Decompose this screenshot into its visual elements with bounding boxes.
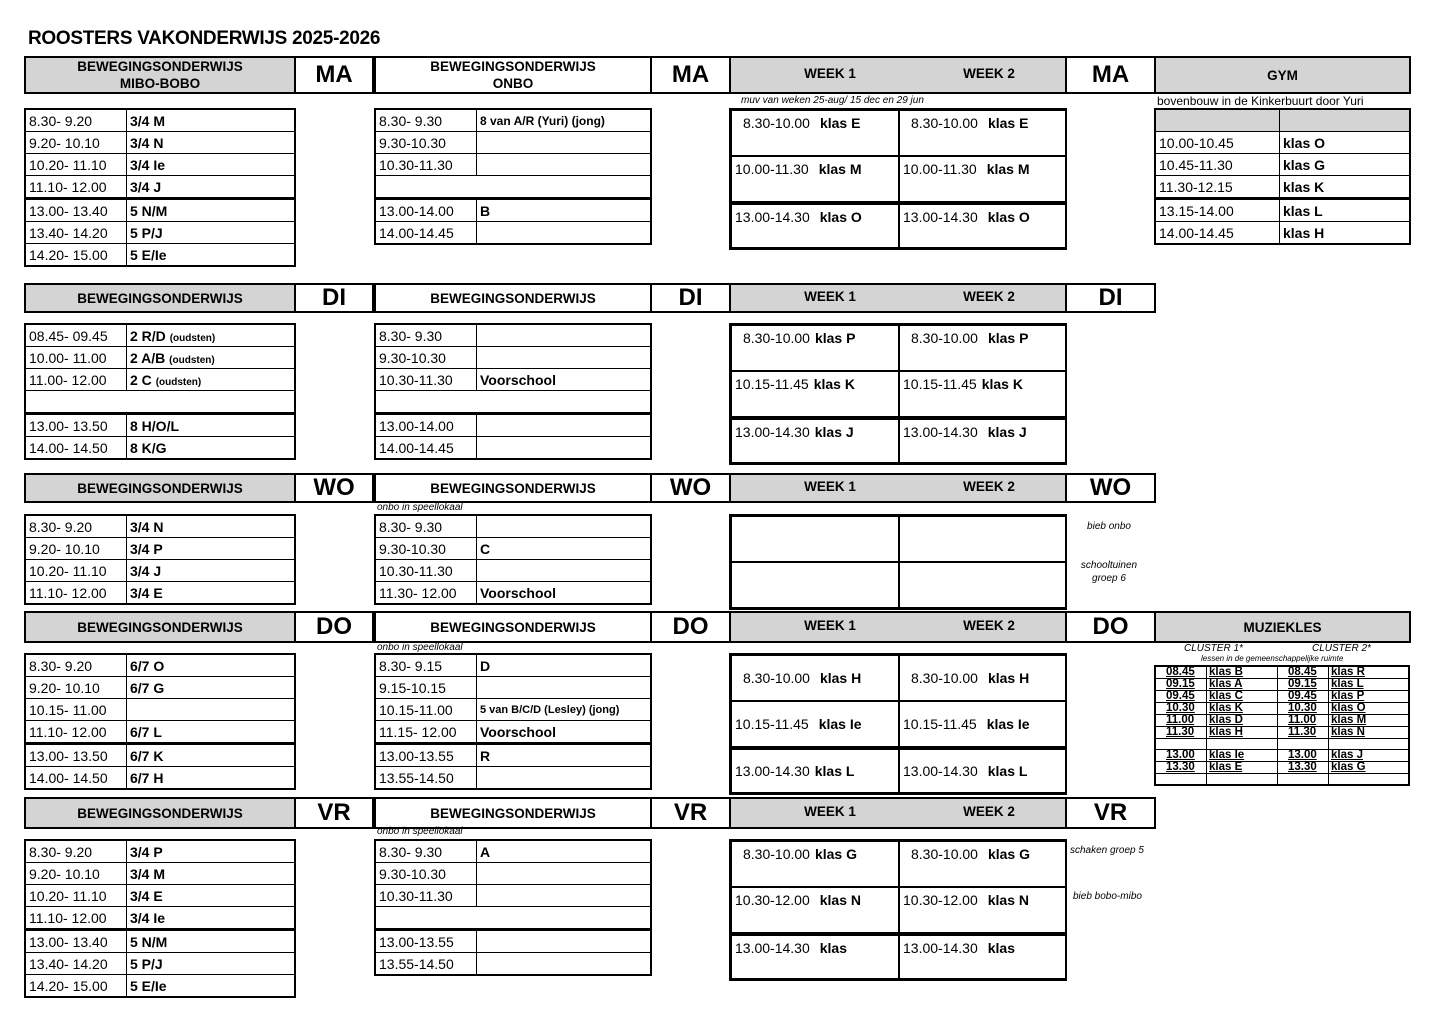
header-bewegingsonderwijs: BEWEGINGSONDERWIJS: [24, 283, 296, 313]
cluster1-label: CLUSTER 1*: [1184, 643, 1243, 654]
week-cell: 8.30-10.00 klas E: [731, 110, 899, 156]
table-row: 10.20- 11.10 3/4 E: [25, 885, 295, 907]
day-label-di: DI: [294, 283, 374, 313]
header-bewegingsonderwijs: BEWEGINGSONDERWIJS: [24, 473, 296, 503]
vr-onbo-table: [374, 839, 652, 976]
table-row: 8.30- 9.20 3/4 M: [25, 109, 295, 132]
day-label-vr: VR: [294, 797, 374, 829]
table-row: 8.30- 9.30 A: [375, 840, 651, 863]
day-label-ma: MA: [1065, 56, 1156, 94]
table-row: 13.00- 13.40 5 N/M: [25, 930, 295, 953]
week-cell: [899, 562, 1067, 608]
day-label-wo: WO: [650, 473, 731, 503]
header-muziekles: MUZIEKLES: [1154, 611, 1411, 643]
ma-mibo-table: [24, 108, 296, 267]
day-label-do: DO: [1065, 611, 1156, 643]
week-cell: 13.00-14.30 klas: [899, 933, 1067, 979]
do-bew-table: [24, 653, 296, 790]
week-cell: 8.30-10.00 klas H: [899, 655, 1067, 701]
table-row: 8.30- 9.15 D: [375, 654, 651, 677]
header-bewegingsonderwijs: BEWEGINGSONDERWIJS: [24, 797, 296, 829]
di-week-grid: [729, 323, 1067, 465]
table-row: 10.15-11.00 5 van B/C/D (Lesley) (jong): [375, 699, 651, 721]
table-row: 11.15- 12.00 Voorschool: [375, 721, 651, 744]
table-row: 10.30-11.30: [375, 885, 651, 907]
week2-label: WEEK 2: [963, 479, 1015, 494]
week-cell: 8.30-10.00 klas P: [731, 325, 899, 371]
do-week-grid: [729, 653, 1067, 795]
week-cell: 13.00-14.30 klas J: [731, 417, 899, 463]
day-label-vr: VR: [650, 797, 731, 829]
table-row: 10.00- 11.00 2 A/B (oudsten): [25, 347, 295, 369]
table-row: 10.45-11.30 klas G: [1155, 154, 1410, 176]
header-bewegingsonderwijs: BEWEGINGSONDERWIJS: [24, 611, 296, 643]
table-row: 11.10- 12.00 3/4 J: [25, 176, 295, 199]
schaken-note: schaken groep 5: [1070, 845, 1144, 856]
day-label-vr: VR: [1065, 797, 1156, 829]
table-row: 13.00- 13.50 6/7 K: [25, 744, 295, 767]
week2-label: WEEK 2: [963, 289, 1015, 304]
table-row: 14.00-14.45 klas H: [1155, 222, 1410, 245]
week-cell: 8.30-10.00 klas P: [899, 325, 1067, 371]
di-bew-table: [24, 323, 296, 460]
table-row: 9.20- 10.10 3/4 N: [25, 132, 295, 154]
table-row: 10.30-11.30 Voorschool: [375, 369, 651, 391]
table-row: 10.30 klas K 10.30 klas O: [1155, 703, 1409, 715]
table-row: 9.20- 10.10 3/4 M: [25, 863, 295, 885]
onbo-speellokaal-note: onbo in speellokaal: [377, 642, 463, 653]
weeks-exception-note: muv van weken 25-aug/ 15 dec en 29 jun: [741, 95, 924, 106]
table-row: 13.00- 13.40 5 N/M: [25, 199, 295, 222]
page-title: ROOSTERS VAKONDERWIJS 2025-2026: [28, 28, 381, 49]
table-row: 14.20- 15.00 5 E/Ie: [25, 975, 295, 998]
table-row: 11.30 klas H 11.30 klas N: [1155, 727, 1409, 739]
week-cell: 10.30-12.00 klas N: [731, 887, 899, 933]
table-row: 13.15-14.00 klas L: [1155, 199, 1410, 222]
table-row: 9.30-10.30: [375, 863, 651, 885]
week1-label: WEEK 1: [804, 618, 856, 633]
table-row: [375, 391, 651, 414]
table-row: 08.45- 09.45 2 R/D (oudsten): [25, 324, 295, 347]
table-row: 13.00-13.55 R: [375, 744, 651, 767]
week1-label: WEEK 1: [804, 804, 856, 819]
schooltuinen-note: schooltuinen groep 6: [1080, 560, 1138, 584]
week-cell: 10.15-11.45 klas K: [899, 371, 1067, 417]
table-row: 8.30- 9.20 3/4 N: [25, 515, 295, 538]
week-cell: 13.00-14.30 klas O: [899, 202, 1067, 248]
table-row: [1155, 739, 1409, 750]
day-label-di: DI: [1065, 283, 1156, 313]
table-row: 14.20- 15.00 5 E/Ie: [25, 244, 295, 267]
table-row: 9.30-10.30: [375, 347, 651, 369]
header-onbo: BEWEGINGSONDERWIJS ONBO: [374, 56, 652, 94]
week1-label: WEEK 1: [804, 66, 856, 81]
muziekles-table: [1154, 665, 1410, 786]
table-row: 10.00-10.45 klas O: [1155, 132, 1410, 154]
table-row: 13.00-14.00 B: [375, 199, 651, 222]
table-row: 14.00- 14.50 8 K/G: [25, 437, 295, 460]
table-row: 13.55-14.50: [375, 953, 651, 976]
bieb-bobo-mibo-note: bieb bobo-mibo: [1073, 891, 1142, 902]
week-cell: 13.00-14.30 klas L: [899, 747, 1067, 793]
week-cell: 13.00-14.30 klas J: [899, 417, 1067, 463]
day-label-do: DO: [650, 611, 731, 643]
week-cell: 10.15-11.45 klas Ie: [899, 701, 1067, 747]
table-row: 11.10- 12.00 3/4 E: [25, 582, 295, 605]
day-label-ma: MA: [294, 56, 374, 94]
table-row: 11.00 klas D 11.00 klas M: [1155, 715, 1409, 727]
table-row: 14.00- 14.50 6/7 H: [25, 767, 295, 790]
table-row: 9.30-10.30: [375, 132, 651, 154]
week-cell: 8.30-10.00 klas G: [731, 841, 899, 887]
week-cell: 10.15-11.45 klas K: [731, 371, 899, 417]
week-cell: 10.00-11.30 klas M: [899, 156, 1067, 202]
week-cell: 8.30-10.00 klas E: [899, 110, 1067, 156]
week-cell: [899, 516, 1067, 562]
week2-label: WEEK 2: [963, 804, 1015, 819]
week-cell: 8.30-10.00 klas G: [899, 841, 1067, 887]
ma-onbo-table: [374, 108, 652, 245]
table-row: 8.30- 9.20 3/4 P: [25, 840, 295, 863]
day-label-di: DI: [650, 283, 731, 313]
day-label-wo: WO: [294, 473, 374, 503]
ma-gym-table: [1154, 108, 1411, 245]
table-row: 10.30-11.30: [375, 154, 651, 176]
week-cell: 13.00-14.30 klas L: [731, 747, 899, 793]
week-cell: [731, 516, 899, 562]
table-row: [1155, 109, 1410, 132]
table-row: 8.30- 9.30: [375, 515, 651, 538]
table-row: 9.20- 10.10 3/4 P: [25, 538, 295, 560]
gemeenschappelijke-ruimte-note: lessen in de gemeenschappelijke ruimte: [1201, 654, 1344, 663]
week-cell: 13.00-14.30 klas O: [731, 202, 899, 248]
day-label-ma: MA: [650, 56, 731, 94]
week-cell: 10.00-11.30 klas M: [731, 156, 899, 202]
day-label-do: DO: [294, 611, 374, 643]
week1-label: WEEK 1: [804, 479, 856, 494]
table-row: 13.00-13.55: [375, 930, 651, 953]
table-row: 9.15-10.15: [375, 677, 651, 699]
onbo-speellokaal-note: onbo in speellokaal: [377, 502, 463, 513]
vr-week-grid: [729, 839, 1067, 981]
table-row: [375, 176, 651, 199]
table-row: [25, 391, 295, 414]
wo-onbo-table: [374, 514, 652, 605]
di-onbo-table: [374, 323, 652, 460]
table-row: [375, 907, 651, 930]
table-row: 13.40- 14.20 5 P/J: [25, 222, 295, 244]
table-row: 13.30 klas E 13.30 klas G: [1155, 762, 1409, 774]
table-row: 13.00 klas Ie 13.00 klas J: [1155, 750, 1409, 762]
day-label-wo: WO: [1065, 473, 1156, 503]
week-cell: [731, 562, 899, 608]
header-bewegingsonderwijs-onbo: BEWEGINGSONDERWIJS: [374, 473, 652, 503]
table-row: 10.20- 11.10 3/4 J: [25, 560, 295, 582]
header-bewegingsonderwijs-onbo: BEWEGINGSONDERWIJS: [374, 283, 652, 313]
table-row: 11.10- 12.00 3/4 Ie: [25, 907, 295, 930]
table-row: 8.30- 9.30: [375, 324, 651, 347]
week-cell: 13.00-14.30 klas: [731, 933, 899, 979]
table-row: [1155, 774, 1409, 786]
week-cell: 8.30-10.00 klas H: [731, 655, 899, 701]
week-cell: 10.15-11.45 klas Ie: [731, 701, 899, 747]
table-row: 9.30-10.30 C: [375, 538, 651, 560]
table-row: 11.30-12.15 klas K: [1155, 176, 1410, 199]
table-row: 11.30- 12.00 Voorschool: [375, 582, 651, 605]
do-onbo-table: [374, 653, 652, 790]
header-bewegingsonderwijs-onbo: BEWEGINGSONDERWIJS: [374, 611, 652, 643]
table-row: 10.30-11.30: [375, 560, 651, 582]
table-row: 11.10- 12.00 6/7 L: [25, 721, 295, 744]
table-row: 13.55-14.50: [375, 767, 651, 790]
table-row: 8.30- 9.30 8 van A/R (Yuri) (jong): [375, 109, 651, 132]
wo-bew-table: [24, 514, 296, 605]
bieb-onbo-note: bieb onbo: [1087, 521, 1131, 532]
table-row: 14.00-14.45: [375, 222, 651, 245]
gym-note: bovenbouw in de Kinkerbuurt door Yuri: [1157, 94, 1364, 108]
table-row: 09.15 klas A 09.15 klas L: [1155, 679, 1409, 691]
week2-label: WEEK 2: [963, 66, 1015, 81]
ma-week-grid: [729, 108, 1067, 250]
table-row: 09.45 klas C 09.45 klas P: [1155, 691, 1409, 703]
onbo-speellokaal-note: onbo in speellokaal: [377, 826, 463, 837]
table-row: 10.20- 11.10 3/4 Ie: [25, 154, 295, 176]
table-row: 13.40- 14.20 5 P/J: [25, 953, 295, 975]
header-bewegingsonderwijs-onbo: BEWEGINGSONDERWIJS: [374, 797, 652, 829]
week-cell: 10.30-12.00 klas N: [899, 887, 1067, 933]
week1-label: WEEK 1: [804, 289, 856, 304]
week2-label: WEEK 2: [963, 618, 1015, 633]
table-row: 11.00- 12.00 2 C (oudsten): [25, 369, 295, 391]
header-gym: GYM: [1154, 56, 1411, 94]
vr-bew-table: [24, 839, 296, 998]
table-row: 08.45 klas B 08.45 klas R: [1155, 666, 1409, 679]
table-row: 10.15- 11.00: [25, 699, 295, 721]
wo-week-grid: [729, 514, 1067, 610]
table-row: 14.00-14.45: [375, 437, 651, 460]
table-row: 13.00- 13.50 8 H/O/L: [25, 414, 295, 437]
table-row: 13.00-14.00: [375, 414, 651, 437]
header-mibo-bobo: BEWEGINGSONDERWIJS MIBO-BOBO: [24, 56, 296, 94]
table-row: 8.30- 9.20 6/7 O: [25, 654, 295, 677]
table-row: 9.20- 10.10 6/7 G: [25, 677, 295, 699]
cluster2-label: CLUSTER 2*: [1312, 643, 1371, 654]
